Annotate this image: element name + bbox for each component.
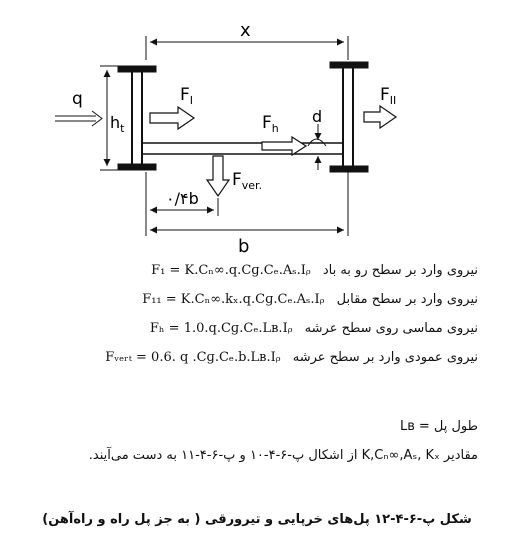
q-arrow [55, 111, 102, 126]
deck [142, 143, 343, 154]
d-label: d [312, 107, 323, 126]
ht-label: $h_t$ [110, 113, 125, 135]
formula-eq: F₁₁ = K.Cₙ∞.kₓ.q.Cɡ.Cₑ.Aₛ.Iᵨ [142, 292, 325, 307]
formula-desc: نیروی وارد بر سطح رو به باد [322, 263, 478, 278]
formula-fvert [105, 350, 478, 365]
right-girder [330, 62, 368, 172]
b-part-label: ۰/۴b [166, 189, 199, 208]
formula-desc: نیروی وارد بر سطح مقابل [336, 292, 478, 307]
fver-arrow [207, 156, 229, 196]
fh-arrow [262, 137, 306, 155]
q-label: q [72, 89, 83, 109]
formula-f1 [151, 263, 478, 278]
bridge-force-diagram [0, 0, 514, 260]
formula-eq: F₁ = K.Cₙ∞.q.Cɡ.Cₑ.Aₛ.Iᵨ [151, 263, 311, 278]
coefficients-note: مقادیر K,Cₙ∞,Aₛ, Kₓ از اشکال پ-۶-۴-۱۰ و پ-۶-۴-۱۱ به دست می‌آیند. [88, 448, 478, 463]
formula-fh [150, 321, 478, 336]
f2-arrow [364, 106, 396, 128]
formula-desc: نیروی عمودی وارد بر سطح عرشه [292, 350, 478, 365]
formula-f2 [142, 292, 478, 307]
formula-desc: نیروی مماسی روی سطح عرشه [304, 321, 478, 336]
fh-label: $F_h$ [262, 113, 279, 135]
formula-eq: Fₕ = 1.0.q.Cɡ.Cₑ.Lʙ.Iᵨ [149, 321, 293, 336]
bridge-length-note: طول پل = Lʙ [399, 419, 478, 434]
d-dimension [308, 124, 326, 170]
x-label: x [240, 20, 251, 41]
b-label: b [238, 236, 250, 257]
f2-label: $F_{II}$ [380, 85, 397, 107]
f1-arrow [150, 107, 194, 129]
figure-caption: شکل پ-۶-۴-۱۲ پل‌های خرپایی و تیرورقی ( به جز پل راه و راه‌آهن) [42, 512, 472, 527]
formula-eq: Fᵥₑᵣₜ = 0.6. q .Cɡ.Cₑ.b.Lʙ.Iᵨ [105, 350, 281, 365]
fver-label: $F_{ver.}$ [232, 170, 263, 192]
f1-label: $F_I$ [180, 85, 194, 107]
